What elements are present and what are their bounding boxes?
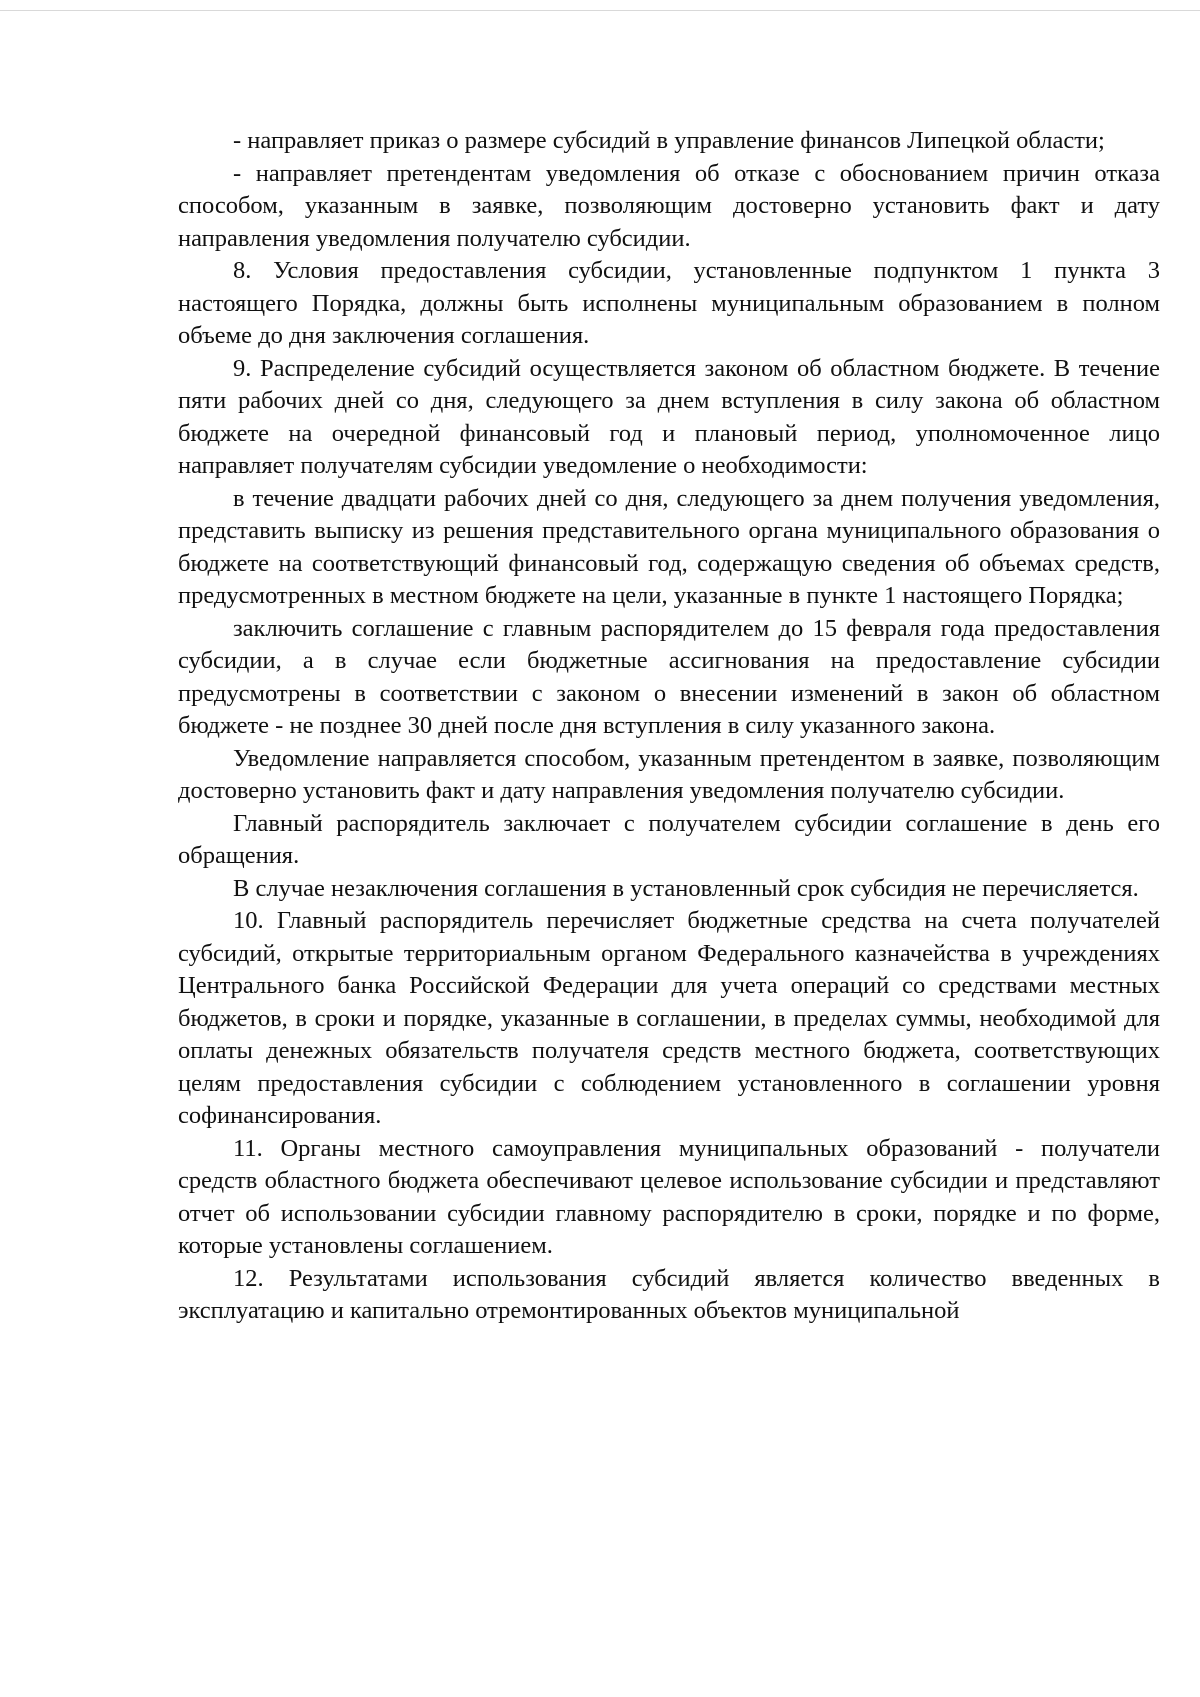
paragraph-no-agreement: В случае незаключения соглашения в установленный срок субсидия не перечисляется. bbox=[233, 874, 1139, 902]
paragraph-9-budget-extract: в течение двадцати рабочих дней со дня, следующего за днем получения уведомления, представить выписку из решения представительного органа муниципального образования о бюджете на соответствующий финансовый год, содержащую сведения об объемах средств, предусмотренных в местном бюджете на цели, указанные в пункте 1 настоящего Порядка; bbox=[178, 484, 1160, 609]
paragraph-10: 10. Главный распорядитель перечисляет бюджетные средства на счета получателей субсидий, открытые территориальным органом Федерального казначейства в учреждениях Центрального банка Российской Федерации для учета операций со средствами местных бюджетов, в сроки и порядке, указанные в соглашении, в пределах суммы, необходимой для оплаты денежных обязательств получателя средств местного бюджета, соответствующих целям предоставления субсидии с соблюдением установленного в соглашении уровня софинансирования. bbox=[178, 907, 1160, 1129]
paragraph-notice-method: Уведомление направляется способом, указанным претендентом в заявке, позволяющим достоверно установить факт и дату направления уведомления получателю субсидии. bbox=[178, 744, 1160, 804]
paragraph-9: 9. Распределение субсидий осуществляется законом об областном бюджете. В течение пяти рабочих дней со дня, следующего за днем вступления в силу закона об областном бюджете на очередной финансовый год и плановый период, уполномоченное лицо направляет получателям субсидии уведомление о необходимости: bbox=[178, 354, 1160, 479]
paragraph-refusal-notice: - направляет претендентам уведомления об отказе с обоснованием причин отказа способом, указанным в заявке, позволяющим достоверно установить факт и дату направления уведомления получателю субсидии. bbox=[178, 159, 1160, 252]
paragraph-8: 8. Условия предоставления субсидии, установленные подпунктом 1 пункта 3 настоящего Порядка, должны быть исполнены муниципальным образованием в полном объеме до дня заключения соглашения. bbox=[178, 257, 1160, 349]
document-body bbox=[178, 125, 1160, 1328]
paragraph-finance-order: - направляет приказ о размере субсидий в управление финансов Липецкой области; bbox=[233, 127, 1105, 154]
paragraph-agreement-day: Главный распорядитель заключает с получателем субсидии соглашение в день его обращения. bbox=[178, 809, 1160, 869]
paragraph-11: 11. Органы местного самоуправления муниципальных образований - получатели средств областного бюджета обеспечивают целевое использование субсидии и представляют отчет об использовании субсидии главному распорядителю в сроки, порядке и по форме, которые установлены соглашением. bbox=[178, 1134, 1160, 1259]
paragraph-9-agreement: заключить соглашение с главным распорядителем до 15 февраля года предоставления субсидии, а в случае если бюджетные ассигнования на предоставление субсидии предусмотрены в соответствии с законом о внесении изменений в закон об областном бюджете - не позднее 30 дней после дня вступления в силу указанного закона. bbox=[178, 614, 1160, 739]
paragraph-12: 12. Результатами использования субсидий является количество введенных в эксплуатацию и капитально отремонтированных объектов муниципальной bbox=[178, 1264, 1160, 1324]
scan-top-edge bbox=[0, 10, 1200, 11]
